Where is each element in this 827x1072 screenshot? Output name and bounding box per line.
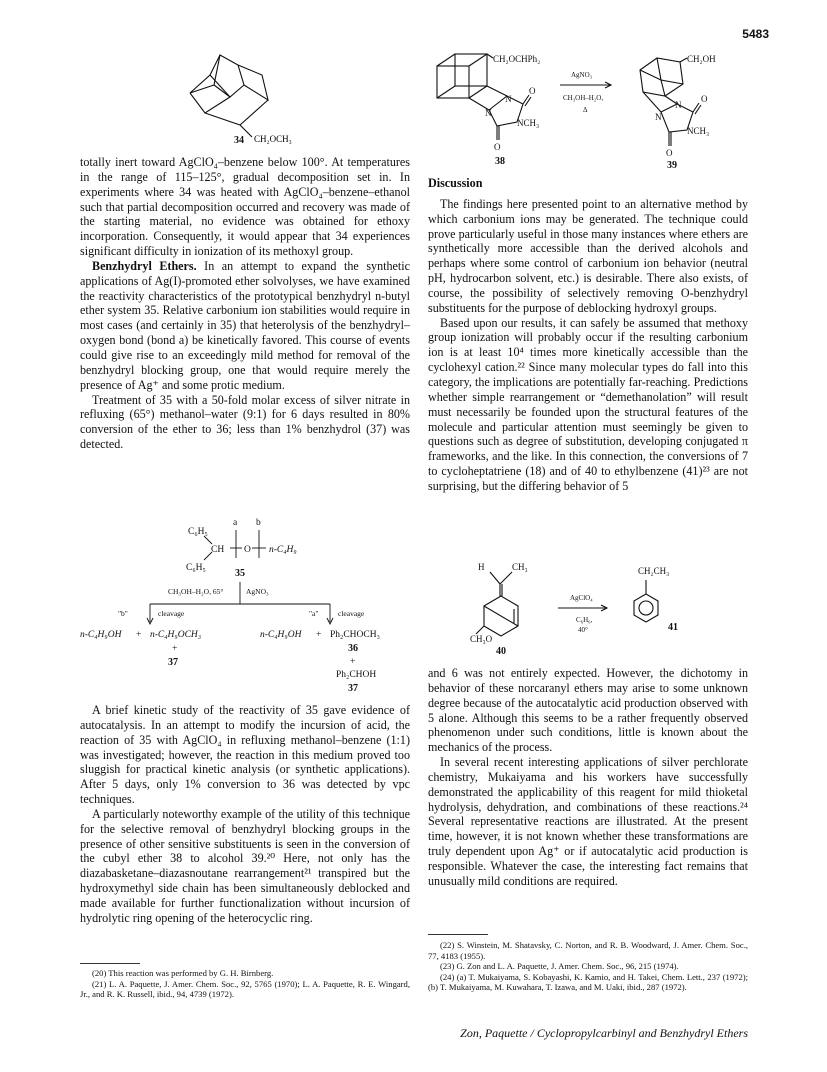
nitrogen-label: N — [485, 108, 492, 118]
paragraph: Treatment of 35 with a 50-fold molar excess of silver nitrate in refluxing (65°) methanol–water (9:1) for 6 days resulted in 80% conversion of the ether to 36; less than 1% benzhydrol (37) was detected. — [80, 392, 410, 452]
paragraph: A particularly noteworthy example of the utility of this technique for the selective removal of benzhydryl blocking groups in the presence of other sensitive substituents is seen in the conversion of the cubyl ether 38 to alcohol 39.²⁰ Here, not only has the diazabasketane–diazasnoutane rearrangement²¹ transpired but the hydroxymethyl side chain has been simultaneously deblocked and made available for further functionalization without incursion of hydrolytic ring opening of the heterocyclic ring. — [80, 806, 410, 925]
compound-number: 35 — [235, 568, 245, 579]
footnote-rule — [80, 963, 140, 964]
methyl-label: CH₃ — [512, 562, 528, 572]
plus-sign: + — [172, 644, 178, 654]
methoxy-label: CH₃O — [470, 634, 493, 644]
reagent-label: AgNO₃ — [246, 587, 269, 596]
footnote: (24) (a) T. Mukaiyama, S. Kobayashi, K. Kamio, and H. Takei, Chem. Lett., 237 (1972); (b) T. Mukaiyama, M. Kuwahara, T. Izawa, and M. Uaki, ibid., 287 (1972). — [428, 971, 748, 993]
phenyl-label: C₆H₅ — [188, 527, 208, 537]
paragraph: The findings here presented point to an alternative method by which carbonium ions may be generated. The technique could prove particularly useful in those many instances where ethers are synthetically more accessible than the derived alcohols and perhaps where some control of carbonium ion behavior (neutral pH, hydrocarbon solvent, etc.) is desirable. There also exists, of course, the possibility of selectively removing O-benzhydryl substituents for the purpose of deblocking hydroxyl groups. — [428, 196, 748, 315]
substituent-label: CH₂OCH₃ — [254, 134, 292, 144]
compound-number: 37 — [348, 683, 358, 694]
product-label: n-C₄H₉OH — [260, 630, 302, 640]
conditions-label: 40° — [578, 626, 588, 634]
conditions-label: CH₃OH–H₂O, — [563, 94, 604, 102]
plus-sign: + — [316, 630, 322, 640]
compound-number: 39 — [667, 160, 677, 170]
phenyl-label: C₆H₅ — [186, 563, 206, 573]
paragraph: and 6 was not entirely expected. However, the dichotomy in behavior of these norcaranyl ethers may arise to some unknown degree because of the autocatalytic acid production observed with 5 alone. Although this seems to be a rather frequently observed phenomenon under such conditions, little is known about the mechanics of the process. — [428, 666, 748, 755]
cleavage-label: cleavage — [158, 609, 185, 618]
footnote: (23) G. Zon and L. A. Paquette, J. Amer. Chem. Soc., 96, 215 (1974). — [440, 961, 679, 972]
compound-number: 41 — [668, 622, 678, 633]
oxygen-label: O — [494, 142, 501, 152]
nmethyl-label: NCH₃ — [687, 126, 710, 136]
substituent-label: CH₂OH — [687, 54, 716, 64]
footnote: (21) L. A. Paquette, J. Amer. Chem. Soc., 92, 5765 (1970); L. A. Paquette, R. E. Wingard, Jr., and R. K. Russell, ibid., 94, 4739 (1972). — [80, 978, 410, 1000]
substituent-label: CH₂OCHPh₂ — [493, 54, 541, 64]
product-label: Ph₂CHOCH₃ — [330, 630, 380, 640]
conditions-label: C₆H₆, — [576, 616, 593, 624]
oxygen-label: O — [701, 94, 708, 104]
scheme-40-41 — [470, 558, 720, 663]
paragraph: In several recent interesting applications of silver perchlorate chemistry, Mukaiyama and his workers have successfully demonstrated the applicability of this reagent for mild thioketal hydrolysis, dehydration, and combinations of these reactions.²⁴ Several representative reactions are illustrated. At the present time, however, it is not known whether these transformations are truly dependent upon Ag⁺ or if autocatalytic acid production is responsible. Whatever the case, the interesting fact remains that unusually mild conditions are required. — [428, 755, 748, 888]
paragraph: totally inert toward AgClO₄–benzene below 100°. At temperatures in the range of 115–125°, gradual decomposition set in. In experiments where 34 was heated with AgClO₄–benzene–ethanol such that partial decomposition occurred and recovery was made of the starting material, no evidence was obtained for ethoxy incorporation. Consequently, it would appear that 34 experiences significant difficulty in ionization of its methoxyl group. — [80, 155, 410, 259]
plus-sign: + — [350, 657, 356, 667]
product-label: n-C₄H₉OH — [80, 630, 122, 640]
bond-a-label: a — [233, 518, 238, 528]
nitrogen-label: N — [505, 94, 512, 104]
footnote: (20) This reaction was performed by G. H. Birnberg. — [92, 968, 274, 978]
oxygen-label: O — [244, 545, 251, 555]
conditions-label: CH₃OH–H₂O, 65° — [168, 587, 224, 596]
compound-number: 34 — [234, 135, 244, 146]
compound-number: 36 — [348, 643, 358, 654]
compound-number: 37 — [168, 657, 178, 668]
section-heading: Benzhydryl Ethers. — [92, 258, 197, 273]
paragraph: Benzhydryl Ethers. In an attempt to expand the synthetic applications of Ag(I)-promoted ether solvolyses, we have examined the reactivity characteristics of the prototypical benzhydryl n-butyl ether system 35. Relative carbonium ion stabilities would require in most cases (and certainly in 35) that heterolysis of the benzhydryl–oxygen bond (bond a) be kinetically favored. This course of events could give rise to an exceedingly mild method for removal of the benzhydryl blocking group, one that would require merely the presence of Ag⁺ and some protic medium. — [80, 258, 410, 392]
cleavage-label: cleavage — [338, 609, 365, 618]
paragraph: Based upon our results, it can safely be assumed that methoxy group ionization will probably occur if the resulting carbonium ion is at least 10⁴ times more kinetically accessible than the cyclohexyl cation.²² Since many molecular types do fall into this category, the implications are potentially far-reaching. Predictions whether simple rearrangement or “demethanolation” will result must necessarily be founded upon the structural features of the molecule and particular attention must seemingly be given to questions such as degree of substitution, developing conjugated π frameworks, and the like. In this connection, the conversions of 7 to cycloheptatriene (18) and of 40 to ethylbenzene (41)²³ are not surprising, but the differing behavior of 5 — [428, 315, 748, 493]
hydrogen-label: H — [478, 562, 485, 572]
cleavage-a-label: "a" — [309, 609, 319, 618]
heat-label: Δ — [583, 106, 588, 114]
nmethyl-label: NCH₃ — [517, 118, 540, 128]
running-footer: Zon, Paquette / Cyclopropylcarbinyl and Benzhydryl Ethers — [460, 1026, 748, 1040]
ethyl-label: CH₂CH₃ — [638, 566, 670, 576]
nitrogen-label: N — [675, 100, 682, 110]
structure-34 — [170, 45, 320, 150]
oxygen-label: O — [529, 86, 536, 96]
nitrogen-label: N — [655, 112, 662, 122]
compound-number: 40 — [496, 646, 506, 657]
scheme-38-39 — [425, 40, 755, 170]
product-label: Ph₂CHOH — [336, 670, 377, 680]
product-label: n-C₄H₉OCH₃ — [150, 630, 202, 640]
plus-sign: + — [136, 630, 142, 640]
scheme-35 — [80, 512, 410, 697]
compound-number: 38 — [495, 156, 505, 167]
oxygen-label: O — [666, 148, 673, 158]
ch-label: CH — [211, 545, 225, 555]
cleavage-b-label: "b" — [118, 609, 128, 618]
bond-b-label: b — [256, 518, 261, 528]
paragraph: A brief kinetic study of the reactivity of 35 gave evidence of autocatalysis. In an attempt to modify the incursion of acid, the reaction of 35 with AgClO₄ in refluxing methanol–benzene (1:1) was investigated; however, the reaction in this medium proved too sluggish for practical kinetic analysis (or synthetic applications). After 5 days, only 1% conversion to 36 was detected by vpc techniques. — [80, 703, 410, 807]
page-number: 5483 — [742, 27, 769, 41]
reagent-label: AgNO₃ — [571, 71, 593, 79]
section-heading: Discussion — [428, 176, 483, 190]
reagent-label: AgClO₄ — [570, 594, 593, 602]
butyl-label: n-C₄H₉ — [269, 545, 297, 555]
footnote: (22) S. Winstein, M. Shatavsky, C. Norton, and R. B. Woodward, J. Amer. Chem. Soc., 77, 4183 (1955). — [428, 940, 748, 961]
footnote-rule — [428, 934, 488, 935]
